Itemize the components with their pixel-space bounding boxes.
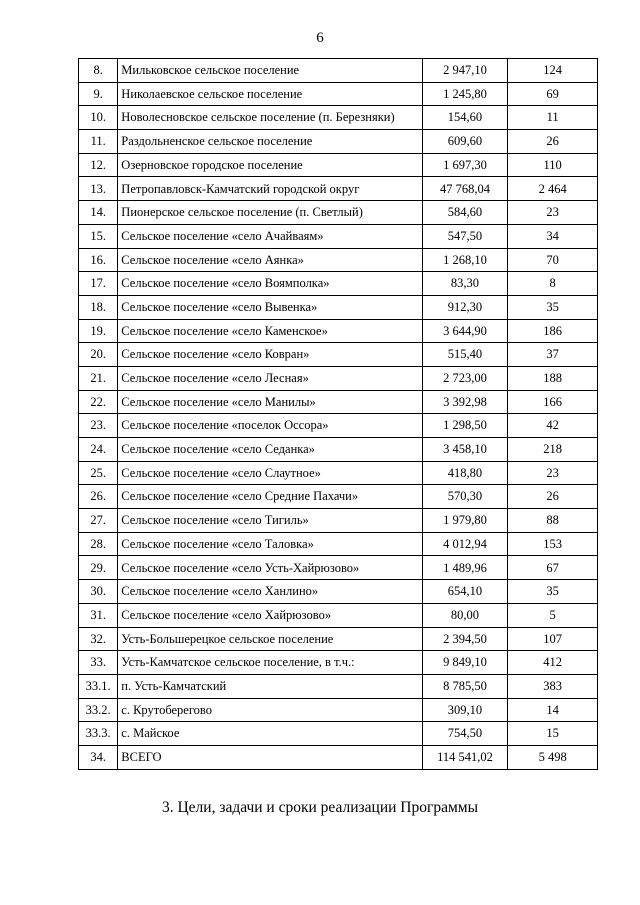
settlement-name: Сельское поселение «село Воямполка» — [118, 272, 422, 296]
row-number: 16. — [79, 248, 118, 272]
row-number: 20. — [79, 343, 118, 367]
table-row — [79, 580, 598, 604]
population-value: 69 — [508, 82, 598, 106]
table-row — [79, 603, 598, 627]
settlement-name: Новолесновское сельское поселение (п. Березняки) — [118, 106, 422, 130]
population-value: 35 — [508, 295, 598, 319]
area-value: 309,10 — [422, 698, 508, 722]
table-row — [79, 698, 598, 722]
population-value: 88 — [508, 509, 598, 533]
row-number: 22. — [79, 390, 118, 414]
row-number: 30. — [79, 580, 118, 604]
table-row — [79, 319, 598, 343]
population-value: 153 — [508, 532, 598, 556]
table-row — [79, 461, 598, 485]
table-row — [79, 509, 598, 533]
population-value: 42 — [508, 414, 598, 438]
settlement-name: Пионерское сельское поселение (п. Светлый) — [118, 201, 422, 225]
area-value: 2 723,00 — [422, 366, 508, 390]
population-value: 124 — [508, 59, 598, 83]
area-value: 83,30 — [422, 272, 508, 296]
area-value: 80,00 — [422, 603, 508, 627]
area-value: 9 849,10 — [422, 651, 508, 675]
settlement-name: Сельское поселение «село Ханлино» — [118, 580, 422, 604]
area-value: 584,60 — [422, 201, 508, 225]
population-value: 14 — [508, 698, 598, 722]
table-row — [79, 82, 598, 106]
population-value: 23 — [508, 201, 598, 225]
population-value: 188 — [508, 366, 598, 390]
row-number: 27. — [79, 509, 118, 533]
row-number: 14. — [79, 201, 118, 225]
row-number: 25. — [79, 461, 118, 485]
settlement-name: Сельское поселение «село Слаутное» — [118, 461, 422, 485]
row-number: 15. — [79, 224, 118, 248]
table-row — [79, 390, 598, 414]
settlements-table — [78, 58, 598, 770]
population-value: 383 — [508, 674, 598, 698]
table-row — [79, 248, 598, 272]
row-number: 33.2. — [79, 698, 118, 722]
area-value: 1 245,80 — [422, 82, 508, 106]
area-value: 1 489,96 — [422, 556, 508, 580]
table-row — [79, 295, 598, 319]
area-value: 609,60 — [422, 130, 508, 154]
settlement-name: с. Крутоберегово — [118, 698, 422, 722]
area-value: 654,10 — [422, 580, 508, 604]
population-value: 26 — [508, 130, 598, 154]
section-heading: 3. Цели, задачи и сроки реализации Программы — [161, 799, 479, 816]
settlement-name: Сельское поселение «село Каменское» — [118, 319, 422, 343]
row-number: 8. — [79, 59, 118, 83]
row-number: 31. — [79, 603, 118, 627]
row-number: 32. — [79, 627, 118, 651]
area-value: 418,80 — [422, 461, 508, 485]
settlement-name: Сельское поселение «село Ачайваям» — [118, 224, 422, 248]
row-number: 33.1. — [79, 674, 118, 698]
row-number: 21. — [79, 366, 118, 390]
row-number: 12. — [79, 153, 118, 177]
table-row — [79, 532, 598, 556]
settlement-name: Петропавловск-Камчатский городской округ — [118, 177, 422, 201]
population-value: 412 — [508, 651, 598, 675]
settlement-name: Сельское поселение «село Ковран» — [118, 343, 422, 367]
row-number: 18. — [79, 295, 118, 319]
area-value: 2 947,10 — [422, 59, 508, 83]
population-value: 8 — [508, 272, 598, 296]
area-value: 515,40 — [422, 343, 508, 367]
settlement-name: Сельское поселение «поселок Оссора» — [118, 414, 422, 438]
table-row — [79, 745, 598, 769]
table-row — [79, 485, 598, 509]
settlement-name: Сельское поселение «село Хайрюзово» — [118, 603, 422, 627]
row-number: 24. — [79, 438, 118, 462]
area-value: 570,30 — [422, 485, 508, 509]
population-value: 5 — [508, 603, 598, 627]
area-value: 114 541,02 — [422, 745, 508, 769]
row-number: 17. — [79, 272, 118, 296]
table-row — [79, 722, 598, 746]
table-row — [79, 438, 598, 462]
area-value: 154,60 — [422, 106, 508, 130]
table-row — [79, 201, 598, 225]
table-body — [79, 59, 598, 770]
settlement-name: Раздольненское сельское поселение — [118, 130, 422, 154]
table-row — [79, 177, 598, 201]
row-number: 13. — [79, 177, 118, 201]
settlement-name: Сельское поселение «село Лесная» — [118, 366, 422, 390]
area-value: 2 394,50 — [422, 627, 508, 651]
table-row — [79, 106, 598, 130]
settlement-name: Озерновское городское поселение — [118, 153, 422, 177]
settlement-name: Сельское поселение «село Тигиль» — [118, 509, 422, 533]
area-value: 1 697,30 — [422, 153, 508, 177]
area-value: 1 979,80 — [422, 509, 508, 533]
table-row — [79, 59, 598, 83]
settlement-name: Сельское поселение «село Вывенка» — [118, 295, 422, 319]
row-number: 23. — [79, 414, 118, 438]
settlement-name: п. Усть-Камчатский — [118, 674, 422, 698]
population-value: 110 — [508, 153, 598, 177]
area-value: 8 785,50 — [422, 674, 508, 698]
area-value: 912,30 — [422, 295, 508, 319]
area-value: 4 012,94 — [422, 532, 508, 556]
row-number: 9. — [79, 82, 118, 106]
settlement-name: Сельское поселение «село Седанка» — [118, 438, 422, 462]
table-row — [79, 674, 598, 698]
population-value: 218 — [508, 438, 598, 462]
table-row — [79, 224, 598, 248]
area-value: 547,50 — [422, 224, 508, 248]
settlement-name: Сельское поселение «село Средние Пахачи» — [118, 485, 422, 509]
row-number: 33.3. — [79, 722, 118, 746]
settlement-name: Мильковское сельское поселение — [118, 59, 422, 83]
table-row — [79, 556, 598, 580]
table-row — [79, 414, 598, 438]
table-row — [79, 627, 598, 651]
settlement-name: Сельское поселение «село Манилы» — [118, 390, 422, 414]
population-value: 37 — [508, 343, 598, 367]
population-value: 35 — [508, 580, 598, 604]
population-value: 34 — [508, 224, 598, 248]
row-number: 29. — [79, 556, 118, 580]
table-row — [79, 366, 598, 390]
area-value: 3 644,90 — [422, 319, 508, 343]
population-value: 11 — [508, 106, 598, 130]
area-value: 3 458,10 — [422, 438, 508, 462]
population-value: 186 — [508, 319, 598, 343]
settlement-name: Николаевское сельское поселение — [118, 82, 422, 106]
table-row — [79, 651, 598, 675]
settlement-name: Сельское поселение «село Усть-Хайрюзово» — [118, 556, 422, 580]
area-value: 1 268,10 — [422, 248, 508, 272]
settlement-name: Сельское поселение «село Таловка» — [118, 532, 422, 556]
area-value: 1 298,50 — [422, 414, 508, 438]
table-row — [79, 130, 598, 154]
settlement-name: Сельское поселение «село Аянка» — [118, 248, 422, 272]
population-value: 26 — [508, 485, 598, 509]
settlement-name: Усть-Большерецкое сельское поселение — [118, 627, 422, 651]
row-number: 10. — [79, 106, 118, 130]
area-value: 754,50 — [422, 722, 508, 746]
table-row — [79, 272, 598, 296]
settlement-name: с. Майское — [118, 722, 422, 746]
row-number: 26. — [79, 485, 118, 509]
population-value: 166 — [508, 390, 598, 414]
table-row — [79, 153, 598, 177]
population-value: 67 — [508, 556, 598, 580]
population-value: 15 — [508, 722, 598, 746]
population-value: 5 498 — [508, 745, 598, 769]
settlement-name: Усть-Камчатское сельское поселение, в т.ч.: — [118, 651, 422, 675]
row-number: 28. — [79, 532, 118, 556]
page-number: 6 — [316, 30, 324, 46]
area-value: 47 768,04 — [422, 177, 508, 201]
population-value: 2 464 — [508, 177, 598, 201]
row-number: 11. — [79, 130, 118, 154]
table-row — [79, 343, 598, 367]
settlement-name: ВСЕГО — [118, 745, 422, 769]
population-value: 107 — [508, 627, 598, 651]
row-number: 34. — [79, 745, 118, 769]
row-number: 33. — [79, 651, 118, 675]
area-value: 3 392,98 — [422, 390, 508, 414]
population-value: 23 — [508, 461, 598, 485]
population-value: 70 — [508, 248, 598, 272]
row-number: 19. — [79, 319, 118, 343]
